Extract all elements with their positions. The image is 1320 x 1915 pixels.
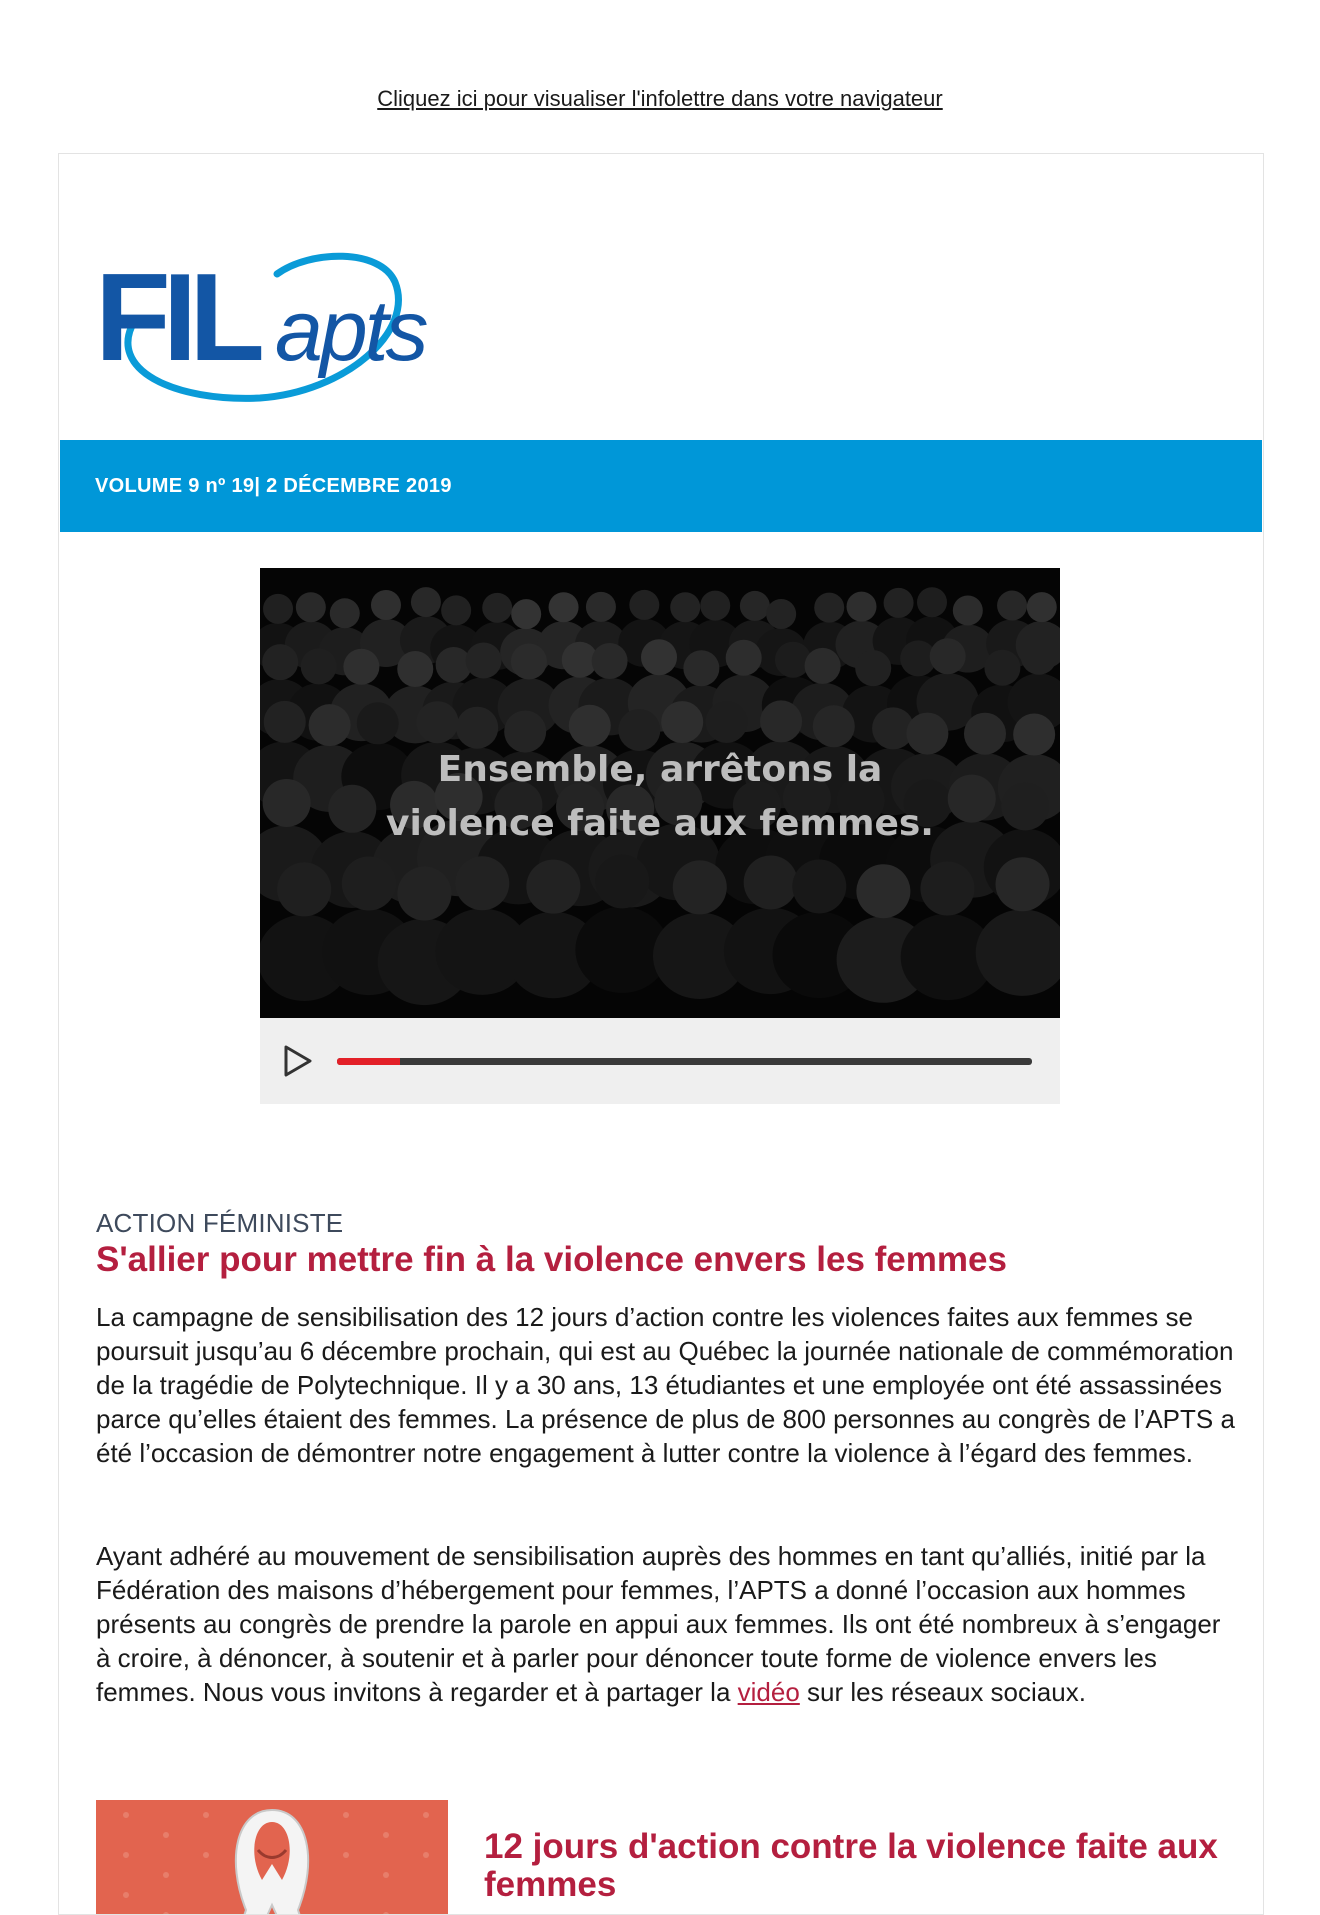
video-link[interactable]: vidéo [737, 1677, 800, 1707]
filapts-logo[interactable] [95, 220, 467, 416]
article-2-title[interactable]: 12 jours d'action contre la violence faite aux femmes [484, 1827, 1218, 1904]
article-paragraph-1: La campagne de sensibilisation des 12 jours d’action contre les violences faites aux femmes se poursuit jusqu’au 6 décembre prochain, qui est au Québec la journée nationale de commémoration de la tragédie de Polytechnique. Il y a 30 ans, 13 étudiantes et une employée ont été assassinées parce qu’elles étaient des femmes. La présence de plus de 800 personnes au congrès de l’APTS a été l’occasion de démontrer notre engagement à lutter contre la violence à l’égard des femmes. [96, 1302, 1235, 1468]
article-kicker: ACTION FÉMINISTE [96, 1208, 344, 1238]
video-caption [260, 743, 1060, 851]
paragraph-2-text: Ayant adhéré au mouvement de sensibilisation auprès des hommes en tant qu’alliés, initié par la Fédération des maisons d’hébergement pour femmes, l’APTS a donné l’occasion aux hommes présents au congrès de prendre la parole en appui aux femmes. Ils ont été nombreux à s’engager à croire, à dénoncer, à soutenir et à parler pour dénoncer toute forme de violence envers les femmes. Nous vous invitons à regarder et à partager la [96, 1541, 1221, 1707]
play-icon[interactable] [278, 1042, 316, 1080]
newsletter-card [58, 153, 1264, 1915]
view-in-browser-link[interactable]: Cliquez ici pour visualiser l'infolettre dans votre navigateur [377, 86, 943, 111]
video-frame[interactable] [260, 568, 1060, 1018]
view-in-browser-bar [0, 86, 1320, 112]
issue-bar [60, 440, 1262, 532]
article-title[interactable]: S'allier pour mettre fin à la violence envers les femmes [96, 1240, 1007, 1279]
ribbon-thumbnail[interactable] [96, 1800, 448, 1915]
video-caption-line-2: violence faite aux femmes. [386, 803, 934, 844]
svg-text:FIL: FIL [95, 249, 257, 387]
svg-text:apts: apts [275, 283, 426, 379]
video-controls [260, 1018, 1060, 1104]
issue-label: VOLUME 9 nº 19| 2 DÉCEMBRE 2019 [95, 475, 452, 497]
progress-track[interactable] [337, 1058, 1032, 1065]
video-caption-line-1: Ensemble, arrêtons la [437, 749, 883, 790]
article-paragraph-2 [96, 1539, 1236, 1709]
paragraph-2-text-end: sur les réseaux sociaux. [799, 1677, 1086, 1707]
progress-fill [337, 1058, 400, 1065]
